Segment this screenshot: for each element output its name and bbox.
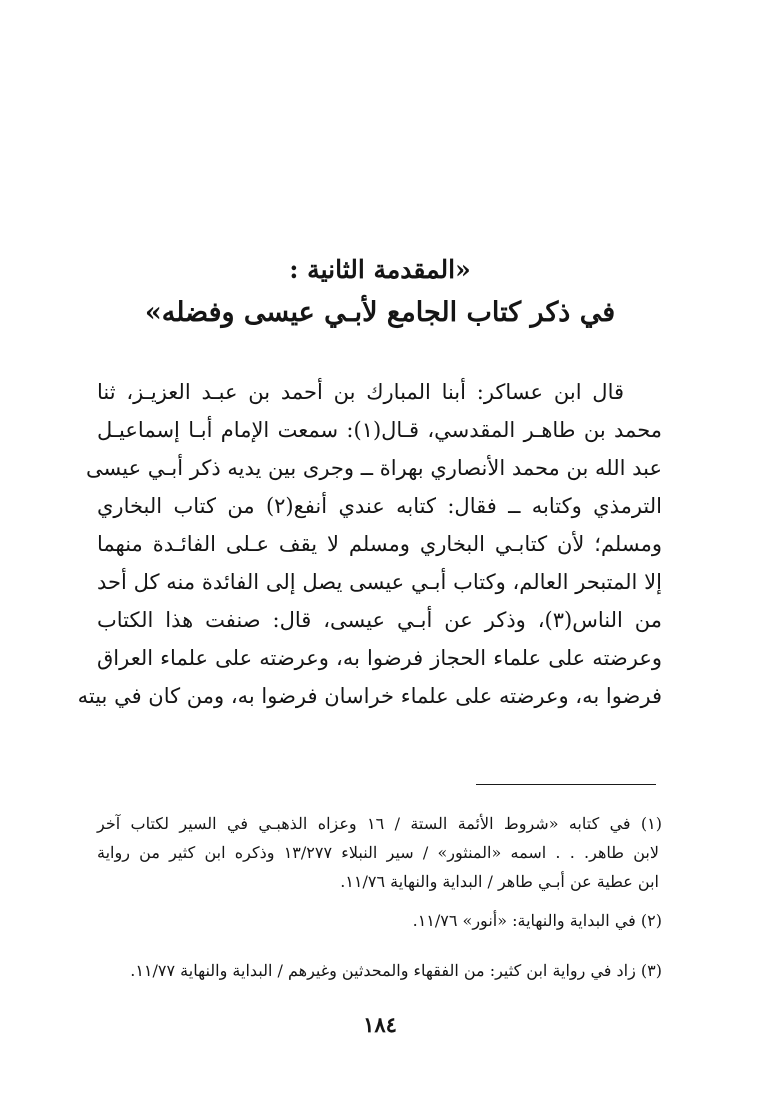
section-subtitle: في ذكر كتاب الجامع لأبـي عيسى وفضله» [144, 297, 616, 328]
body-line: وعرضته على علماء الحجاز فرضوا به، وعرضته على علماء العراق [97, 646, 662, 670]
footnote-3: (٣) زاد في رواية ابن كثير: من الفقهاء والمحدثين وغيرهم / البداية والنهاية ١١/٧٧. [130, 961, 662, 980]
footnote-separator [476, 784, 656, 785]
body-line: محمد بن طاهـر المقدسي، قـال(١): سمعت الإمام أبـا إسماعيـل [97, 418, 662, 442]
section-title: «المقدمة الثانية : [289, 255, 471, 284]
footnote-1-continued: ابن عطية عن أبـي طاهر / البداية والنهاية ١١/٧٦. [340, 872, 659, 891]
body-line: إلا المتبحر العالم، وكتاب أبـي عيسى يصل إلى الفائدة منه كل أحد [97, 570, 662, 594]
footnote-1-continued: لابن طاهر. . . اسمه «المنثور» / سير النبلاء ١٣/٢٧٧ وذكره ابن كثير من رواية [97, 843, 660, 862]
body-line: فرضوا به، وعرضته على علماء خراسان فرضوا به، ومن كان في بيته [77, 684, 662, 708]
footnote-1: (١) في كتابه «شروط الأئمة الستة / ١٦ وعزاه الذهبـي في السير لكتاب آخر [97, 814, 663, 833]
body-line: عبد الله بن محمد الأنصاري بهراة ــ وجرى بين يديه ذكر أبـي عيسى [86, 456, 662, 480]
footnote-2: (٢) في البداية والنهاية: «أنور» ١١/٧٦. [412, 911, 662, 930]
page-number: ١٨٤ [363, 1012, 397, 1037]
body-line: الترمذي وكتابه ــ فقال: كتابه عندي أنفع(٢) من كتاب البخاري [97, 494, 662, 518]
body-line: ومسلم؛ لأن كتابـي البخاري ومسلم لا يقف عـلى الفائـدة منهما [97, 532, 662, 556]
body-line: قال ابن عساكر: أبنا المبارك بن أحمد بن عبـد العزيـز، ثنا [97, 380, 624, 404]
body-line: من الناس(٣)، وذكر عن أبـي عيسى، قال: صنفت هذا الكتاب [97, 608, 662, 632]
